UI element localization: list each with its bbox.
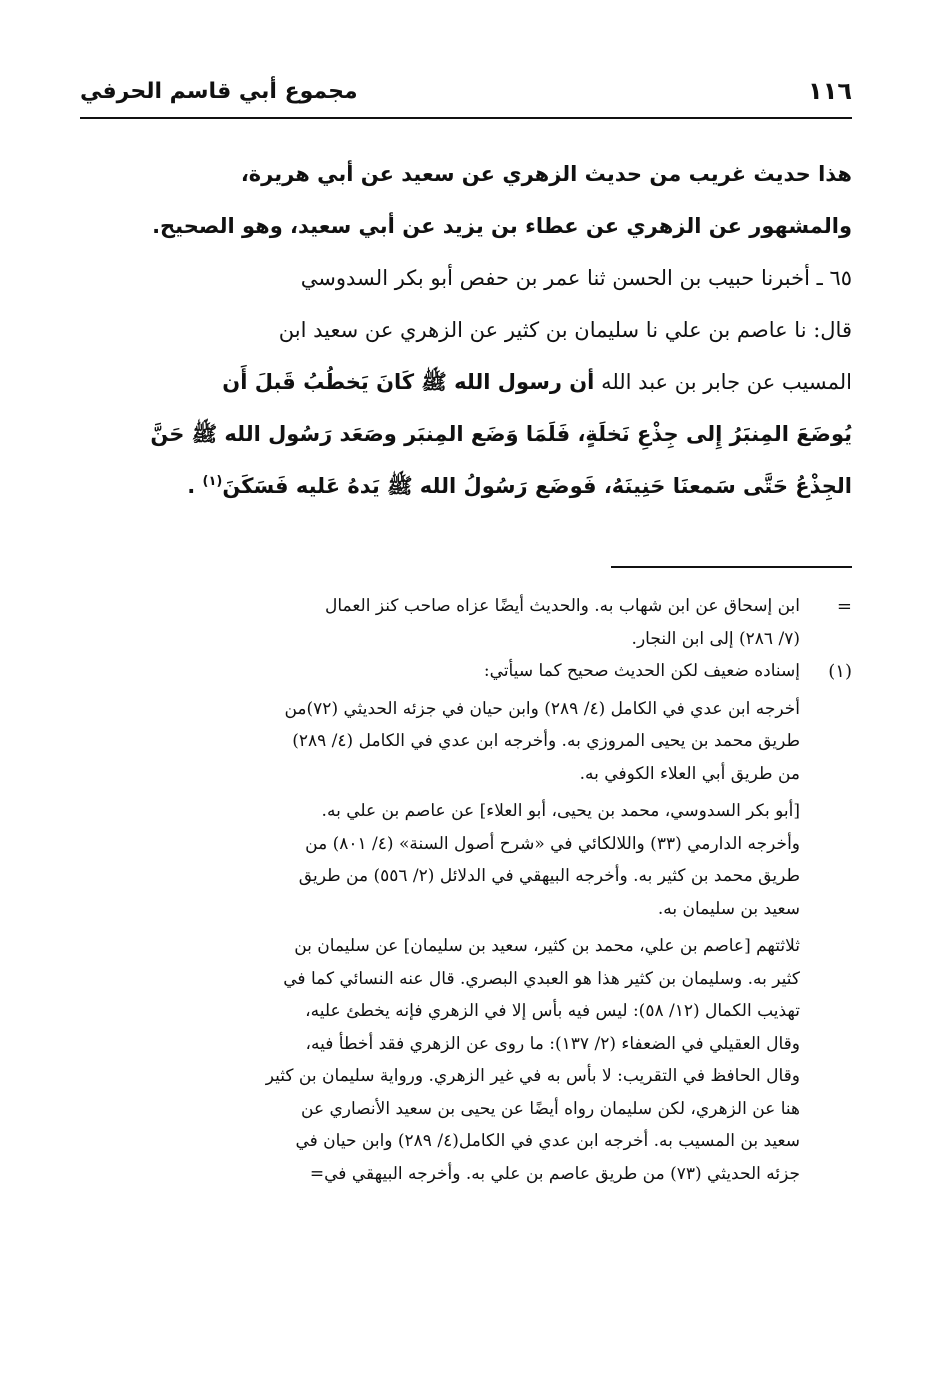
main-text	[80, 148, 852, 512]
footnote-line: سعيد بن سليمان به.	[657, 898, 800, 919]
footnote-line: وأخرجه الدارمي (٣٣) واللالكائي في «شرح أصول السنة» (٤/ ٨٠١) من	[305, 833, 800, 854]
footnote-1	[80, 655, 852, 1190]
footnote-line: كثير به. وسليمان بن كثير هذا هو العبدي البصري. قال عنه النسائي كما في	[283, 968, 800, 989]
footnote-line: ابن إسحاق عن ابن شهاب به. والحديث أيضًا عزاه صاحب كنز العمال	[325, 596, 800, 616]
footnote-line: من طريق أبي العلاء الكوفي به.	[579, 763, 800, 784]
main-line: هذا حديث غريب من حديث الزهري عن سعيد عن أبي هريرة،	[240, 162, 852, 186]
footnote-line: جزئه الحديثي (٧٣) من طريق عاصم بن علي به. وأخرجه البيهقي في=	[309, 1163, 800, 1184]
isnad-text: المسيب عن جابر بن عبد الله	[601, 370, 852, 394]
footnote-marker: =	[836, 596, 852, 617]
footnote-line: طريق محمد بن كثير به. وأخرجه البيهقي في الدلائل (٢/ ٥٥٦) من طريق	[298, 866, 800, 886]
footnote-line: سعيد بن المسيب به. أخرجه ابن عدي في الكامل(٤/ ٢٨٩) وابن حيان في	[295, 1131, 800, 1151]
main-line: قال: نا عاصم بن علي نا سليمان بن كثير عن الزهري عن سعيد ابن	[278, 318, 852, 342]
main-line	[80, 356, 852, 408]
matn-text: أن رسول الله ﷺ كَانَ يَخطُبُ قَبلَ أَن	[222, 370, 595, 394]
footnote-continuation	[80, 590, 852, 655]
footnote-line: أخرجه ابن عدي في الكامل (٤/ ٢٨٩) وابن حيان في جزئه الحديثي (٧٢)من	[284, 698, 800, 719]
main-line: والمشهور عن الزهري عن عطاء بن يزيد عن أبي سعيد، وهو الصحيح.	[152, 214, 852, 238]
footnote-line: إسناده ضعيف لكن الحديث صحيح كما سيأتي:	[483, 661, 800, 681]
footnote-line: هنا عن الزهري، لكن سليمان رواه أيضًا عن يحيى بن سعيد الأنصاري عن	[301, 1098, 800, 1119]
footnote-body	[80, 590, 800, 655]
footnote-marker: (١)	[828, 661, 852, 682]
main-line: ٦٥ ـ أخبرنا حبيب بن الحسن ثنا عمر بن حفص أبو بكر السدوسي	[300, 266, 852, 290]
footnote-line: [أبو بكر السدوسي، محمد بن يحيى، أبو العلاء] عن عاصم بن علي به.	[321, 801, 800, 821]
footnote-line: ثلاثتهم [عاصم بن علي، محمد بن كثير، سعيد بن سليمان] عن سليمان بن	[294, 936, 800, 956]
footnote-rule	[611, 566, 852, 568]
footnote-line: وقال العقيلي في الضعفاء (٢/ ١٣٧): ما روى عن الزهري فقد أخطأ فيه،	[305, 1033, 800, 1054]
header-rule	[80, 117, 852, 119]
footnote-line: طريق محمد بن يحيى المروزي به. وأخرجه ابن عدي في الكامل (٤/ ٢٨٩)	[292, 731, 800, 751]
footnote-line: (٧/ ٢٨٦) إلى ابن النجار.	[631, 628, 800, 649]
footnote-line: تهذيب الكمال (١٢/ ٥٨): ليس فيه بأس إلا في الزهري فإنه يخطئ عليه،	[305, 1001, 800, 1021]
header-title: مجموع أبي قاسم الحرفي	[80, 78, 358, 104]
main-line	[80, 460, 852, 512]
running-header	[80, 68, 852, 114]
footnote-body	[80, 655, 800, 1190]
matn-text: الجِذْعُ حَتَّى سَمعنَا حَنِينَهُ، فَوضَع رَسُولُ الله ﷺ يَدهُ عَليه فَسَكَنَ	[222, 474, 852, 498]
page-number: ١١٦	[808, 77, 852, 105]
period: .	[187, 474, 196, 498]
footnotes	[80, 590, 852, 1190]
footnote-reference: (١)	[202, 474, 223, 489]
footnote-line: وقال الحافظ في التقريب: لا بأس به في غير الزهري. ورواية سليمان بن كثير	[265, 1066, 800, 1086]
main-line: يُوضَعَ المِنبَرُ إِلى جِذْعِ نَخلَةٍ، فَلَمَا وَضَع المِنبَر وصَعَد رَسُول الله ﷺ حَنَّ	[150, 422, 852, 446]
